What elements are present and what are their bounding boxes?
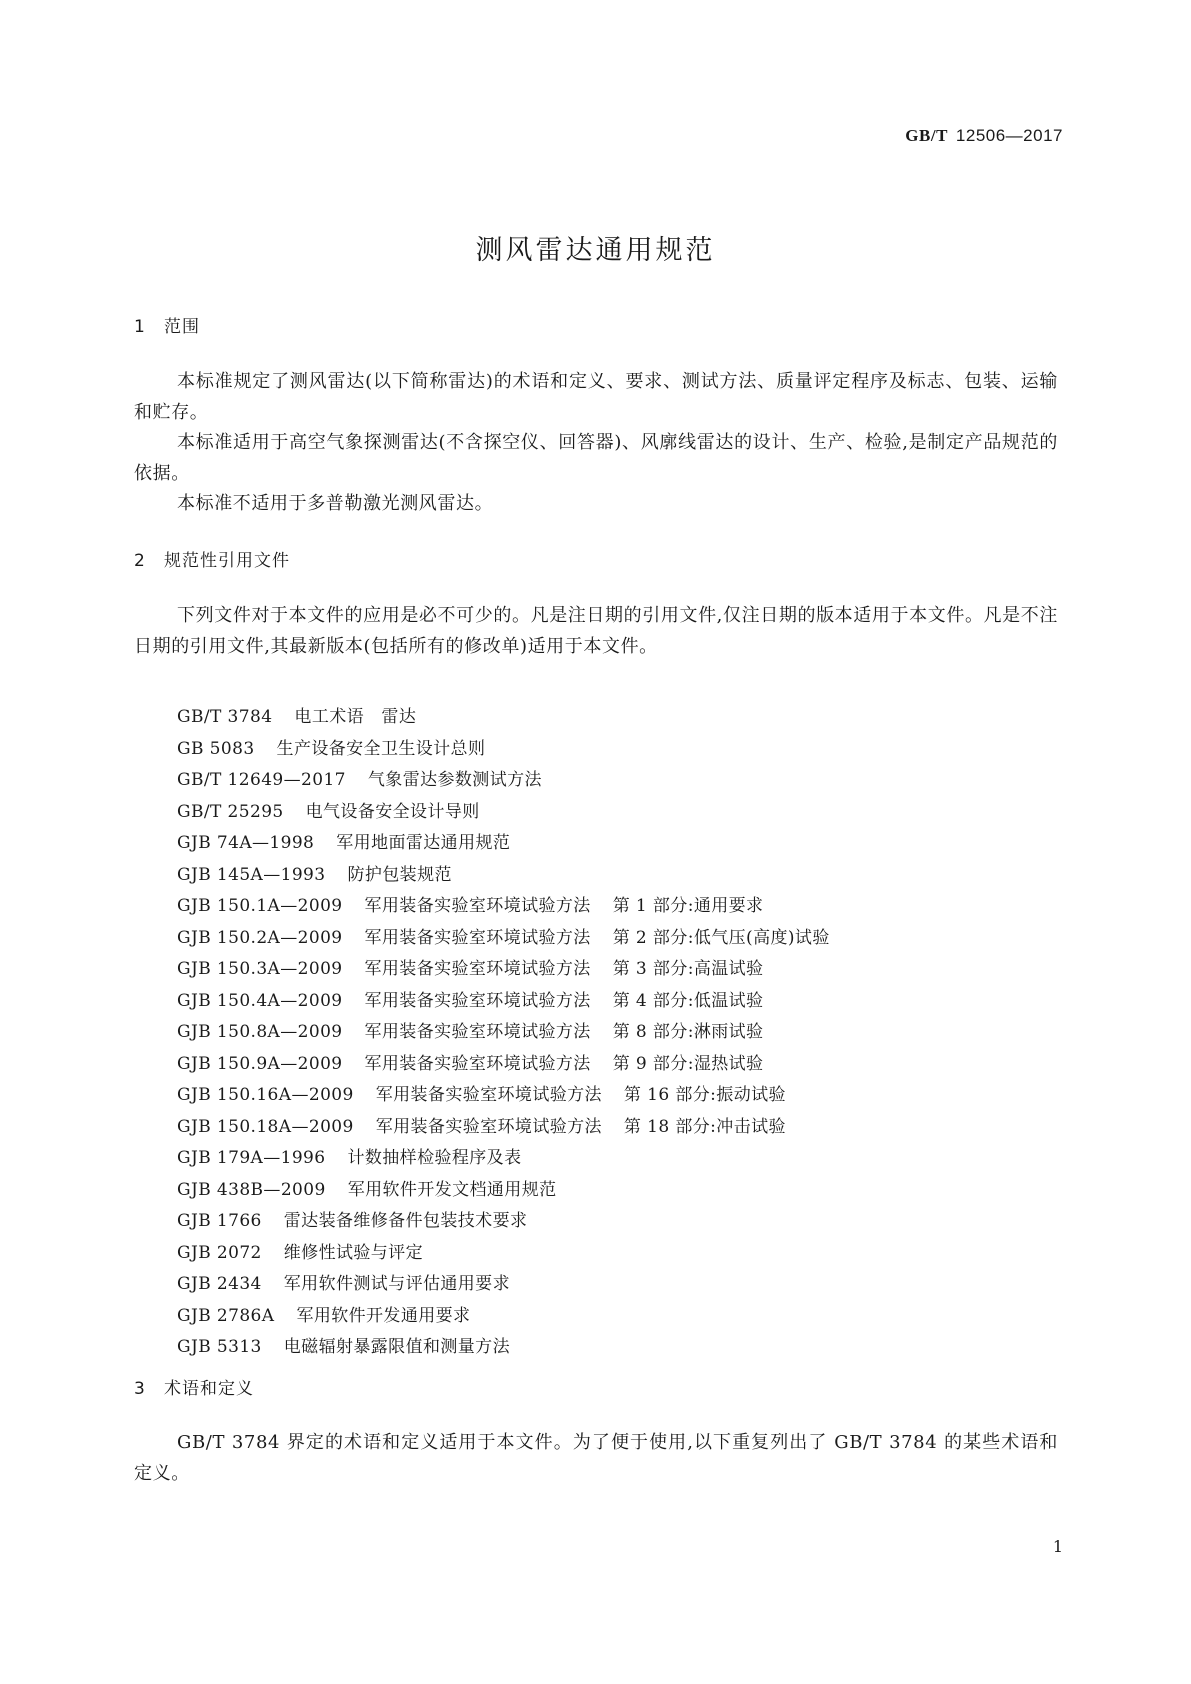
reference-part: 第 8 部分:淋雨试验 (612, 1022, 764, 1042)
reference-title: 气象雷达参数测试方法 (367, 770, 542, 790)
reference-item (177, 765, 830, 797)
reference-code: GJB 74A—1998 (177, 833, 315, 853)
reference-item (177, 1206, 830, 1238)
reference-item (177, 1238, 830, 1270)
reference-title: 雷达装备维修备件包装技术要求 (283, 1211, 528, 1231)
reference-title: 军用装备实验室环境试验方法 (364, 1053, 591, 1074)
reference-item (177, 1332, 830, 1364)
reference-code: GJB 150.4A—2009 (177, 990, 343, 1011)
standard-prefix: GB/T (905, 126, 948, 145)
reference-part: 第 16 部分:振动试验 (623, 1085, 786, 1105)
section-number: 1 (134, 317, 146, 337)
reference-code: GJB 150.18A—2009 (177, 1116, 354, 1137)
reference-item (177, 1301, 830, 1333)
reference-title: 计数抽样检验程序及表 (347, 1148, 522, 1168)
section-number: 3 (134, 1379, 146, 1399)
reference-item (177, 1049, 830, 1081)
reference-title: 军用装备实验室环境试验方法 (364, 896, 591, 916)
reference-item (177, 954, 830, 986)
reference-code: GJB 150.2A—2009 (177, 927, 343, 948)
reference-title: 军用装备实验室环境试验方法 (364, 990, 591, 1011)
reference-code: GJB 145A—1993 (177, 864, 326, 885)
reference-title: 军用装备实验室环境试验方法 (375, 1116, 602, 1137)
section-title: 范围 (164, 317, 200, 337)
reference-title: 军用装备实验室环境试验方法 (364, 959, 591, 979)
reference-part: 第 4 部分:低温试验 (612, 990, 764, 1011)
document-title: 测风雷达通用规范 (475, 235, 716, 266)
reference-code: GJB 150.8A—2009 (177, 1022, 343, 1042)
reference-code: GJB 2072 (177, 1242, 262, 1263)
reference-item (177, 891, 830, 923)
reference-code: GJB 150.3A—2009 (177, 959, 343, 979)
reference-code: GJB 1766 (177, 1211, 262, 1231)
reference-title: 军用地面雷达通用规范 (336, 833, 511, 853)
reference-item (177, 1017, 830, 1049)
reference-title: 维修性试验与评定 (283, 1242, 423, 1263)
reference-item (177, 1080, 830, 1112)
reference-item (177, 1269, 830, 1301)
reference-code: GB/T 3784 (177, 707, 273, 727)
reference-title: 军用装备实验室环境试验方法 (375, 1085, 602, 1105)
reference-code: GJB 2786A (177, 1305, 275, 1326)
page-number: 1 (1052, 1537, 1063, 1556)
section-heading-scope (134, 312, 200, 337)
reference-item (177, 986, 830, 1018)
reference-code: GJB 150.16A—2009 (177, 1085, 354, 1105)
reference-code: GB 5083 (177, 738, 255, 759)
scope-paragraph-2: 本标准适用于高空气象探测雷达(不含探空仪、回答器)、风廓线雷达的设计、生产、检验,是制定产品规范的依据。 (134, 432, 1058, 484)
reference-part: 第 18 部分:冲击试验 (623, 1116, 786, 1137)
reference-part: 第 1 部分:通用要求 (612, 896, 764, 916)
reference-item (177, 734, 830, 766)
reference-title: 军用软件开发通用要求 (296, 1305, 471, 1326)
scope-paragraph-3: 本标准不适用于多普勒激光测风雷达。 (177, 493, 494, 514)
reference-part: 第 3 部分:高温试验 (612, 959, 764, 979)
references-intro-paragraph: 下列文件对于本文件的应用是必不可少的。凡是注日期的引用文件,仅注日期的版本适用于本文件。凡是不注日期的引用文件,其最新版本(包括所有的修改单)适用于本文件。 (134, 605, 1058, 657)
reference-item (177, 828, 830, 860)
reference-title: 军用装备实验室环境试验方法 (364, 927, 591, 948)
reference-title: 军用装备实验室环境试验方法 (364, 1022, 591, 1042)
section-heading-normative-references (134, 546, 290, 571)
reference-item (177, 702, 830, 734)
reference-item (177, 1175, 830, 1207)
section-title: 术语和定义 (164, 1379, 254, 1399)
reference-code: GB/T 12649—2017 (177, 770, 346, 790)
reference-title: 军用软件测试与评估通用要求 (283, 1274, 510, 1294)
reference-item (177, 923, 830, 955)
section-heading-terms-and-definitions (134, 1374, 254, 1399)
reference-title: 军用软件开发文档通用规范 (347, 1179, 557, 1200)
reference-title: 电气设备安全设计导则 (305, 801, 480, 822)
section-number: 2 (134, 551, 146, 571)
reference-item (177, 797, 830, 829)
reference-title: 防护包装规范 (347, 864, 452, 885)
reference-title: 生产设备安全卫生设计总则 (276, 738, 486, 759)
reference-item (177, 860, 830, 892)
reference-list (177, 702, 830, 1364)
reference-code: GJB 150.1A—2009 (177, 896, 343, 916)
scope-paragraph-1: 本标准规定了测风雷达(以下简称雷达)的术语和定义、要求、测试方法、质量评定程序及标志、包装、运输和贮存。 (134, 371, 1058, 423)
standard-code-header (905, 126, 1063, 146)
reference-code: GJB 5313 (177, 1337, 262, 1357)
reference-code: GJB 150.9A—2009 (177, 1053, 343, 1074)
reference-part: 第 9 部分:湿热试验 (612, 1053, 764, 1074)
reference-title: 电工术语 雷达 (294, 707, 417, 727)
terms-intro-paragraph: GB/T 3784 界定的术语和定义适用于本文件。为了便于使用,以下重复列出了 GB/T 3784 的某些术语和定义。 (134, 1432, 1058, 1484)
reference-title: 电磁辐射暴露限值和测量方法 (283, 1337, 510, 1357)
reference-item (177, 1143, 830, 1175)
reference-code: GJB 2434 (177, 1274, 262, 1294)
reference-part: 第 2 部分:低气压(高度)试验 (612, 927, 830, 948)
section-title: 规范性引用文件 (164, 551, 290, 571)
reference-code: GJB 438B—2009 (177, 1179, 326, 1200)
reference-item (177, 1112, 830, 1144)
reference-code: GJB 179A—1996 (177, 1148, 326, 1168)
standard-number: 12506—2017 (955, 126, 1063, 145)
reference-code: GB/T 25295 (177, 801, 284, 822)
